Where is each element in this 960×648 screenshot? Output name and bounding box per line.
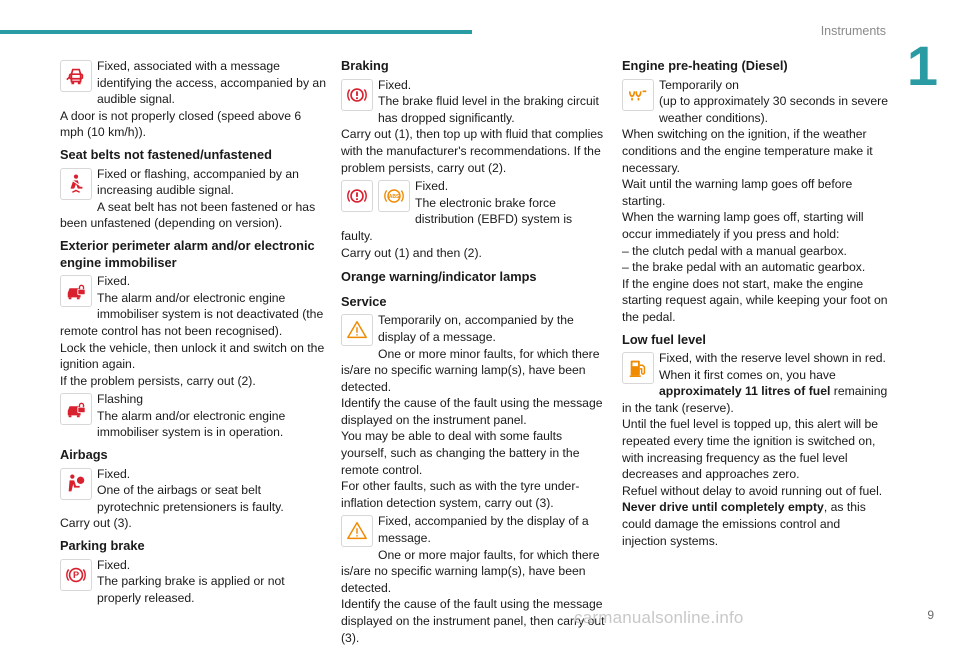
fuel-text-4: Until the fuel level is topped up, this alert will be repeated every time the ignition is switched on, with increasing frequency as the fuel level decreases and approaches zero.	[622, 417, 879, 482]
alarm-fixed-text-2: The alarm and/or electronic engine immobiliser system is not deactivated (the remote control has not been recognised).	[60, 290, 324, 338]
service-minor-text-1: Temporarily on, accompanied by the display of a message.	[378, 313, 574, 344]
preheat-text-4: Wait until the warning lamp goes off before starting.	[622, 177, 853, 208]
header-accent-bar	[0, 30, 472, 34]
braking-heading: Braking	[341, 58, 389, 73]
airbags-entry	[60, 466, 326, 532]
seatbelt-text-1: Fixed or flashing, accompanied by an increasing audible signal.	[97, 166, 299, 198]
airbags-heading: Airbags	[60, 447, 108, 463]
ebfd-entry	[341, 178, 606, 261]
fuel-bold-warning: Never drive until completely empty	[622, 500, 824, 515]
airbags-text-2: One of the airbags or seat belt pyrotechnic pretensioners is faulty.	[97, 483, 284, 514]
seatbelt-icon	[60, 168, 92, 200]
fuel-text-5: Refuel without delay to avoid running out of fuel.	[622, 483, 883, 498]
brake-fluid-entry	[341, 77, 606, 177]
door-text-2: A door is not properly closed (speed above 6 mph (10 km/h)).	[60, 108, 302, 140]
fuel-text-3-rest: remaining in the tank (reserve).	[622, 384, 888, 415]
door-text-1: Fixed, associated with a message identifying the access, accompanied by an audible signal.	[97, 59, 326, 107]
preheat-text-3: When switching on the ignition, if the weather conditions and the engine temperature make it necessary.	[622, 127, 873, 175]
service-minor-text-4: You may be able to deal with some faults yourself, such as changing the battery in the remote control.	[341, 429, 580, 477]
fuel-text-3	[622, 383, 888, 416]
airbags-text-1: Fixed.	[97, 466, 131, 481]
seatbelt-text-2: A seat belt has not been fastened or has been unfastened (depending on version).	[60, 199, 316, 231]
fuel-text-2: When it first comes on, you have	[659, 367, 836, 382]
alarm-heading: Exterior perimeter alarm and/or electronic engine immobiliser	[60, 237, 315, 270]
alarm-flashing-text-1: Flashing	[97, 392, 144, 407]
warning-triangle-icon	[341, 314, 373, 346]
column-2	[341, 58, 606, 648]
parking-text-2: The parking brake is applied or not properly released.	[97, 574, 285, 605]
fuel-text-6-rest: , as this could damage the emissions control and injection systems.	[622, 500, 866, 548]
column-3	[622, 58, 888, 551]
car-lock-icon	[60, 393, 92, 425]
parking-brake-icon	[60, 559, 92, 591]
preheat-text-7: – the brake pedal with an automatic gearbox.	[622, 260, 866, 275]
fuel-text-1: Fixed, with the reserve level shown in red.	[659, 351, 886, 366]
parking-heading: Parking brake	[60, 538, 145, 554]
service-major-entry	[341, 513, 606, 646]
alarm-fixed-entry	[60, 273, 326, 389]
watermark: carmanualsonline.info	[574, 608, 744, 627]
abs-icon	[378, 180, 410, 212]
alarm-flashing-text-2: The alarm and/or electronic engine immobiliser system is in operation.	[97, 408, 286, 440]
ebfd-text-1: Fixed.	[415, 179, 449, 194]
alarm-flashing-entry	[60, 391, 326, 441]
page-header-title: Instruments	[820, 24, 886, 38]
fuel-bold-amount: approximately 11 litres of fuel	[659, 384, 831, 399]
alarm-fixed-text-1: Fixed.	[97, 274, 131, 289]
brake-fluid-text-1: Fixed.	[378, 77, 412, 92]
preheat-text-1: Temporarily on	[659, 77, 739, 92]
ebfd-text-3: Carry out (1) and then (2).	[341, 245, 482, 260]
preheat-text-2: (up to approximately 30 seconds in severe weather conditions).	[659, 94, 888, 125]
car-lock-icon	[60, 275, 92, 307]
chapter-number: 1	[906, 34, 938, 97]
alarm-fixed-text-4: If the problem persists, carry out (2).	[60, 373, 256, 388]
service-minor-entry	[341, 312, 606, 511]
ebfd-text-2: The electronic brake force distribution (EBFD) system is faulty.	[341, 195, 573, 243]
service-minor-text-3: Identify the cause of the fault using the message displayed on the instrument panel.	[341, 396, 603, 427]
preheat-heading: Engine pre-heating (Diesel)	[622, 58, 788, 73]
fuel-entry	[622, 350, 888, 549]
abs-icon-label: ABS	[388, 193, 400, 200]
airbags-text-3: Carry out (3).	[60, 516, 132, 531]
alarm-fixed-text-3: Lock the vehicle, then unlock it and switch on the ignition again.	[60, 340, 325, 372]
door-entry	[60, 58, 326, 141]
brake-fluid-text-3: Carry out (1), then top up with fluid that complies with the manufacturer's recommendations. If the problem persists, carry out (2).	[341, 127, 604, 175]
fuel-text-6	[622, 499, 888, 549]
service-major-text-2: One or more major faults, for which there is/are no specific warning lamp(s), have been detected.	[341, 547, 600, 595]
parking-text-1: Fixed.	[97, 557, 131, 572]
seatbelt-entry	[60, 166, 326, 232]
service-minor-text-2: One or more minor faults, for which there is/are no specific warning lamp(s), have been detected.	[341, 346, 600, 394]
brake-circle-icon	[341, 79, 373, 111]
preheat-text-8: If the engine does not start, make the engine starting request again, while keeping your foot on the pedal.	[622, 276, 888, 324]
airbag-icon	[60, 468, 92, 500]
preheat-entry	[622, 77, 888, 326]
brake-fluid-text-2: The brake fluid level in the braking circuit has dropped significantly.	[378, 94, 599, 125]
glow-plug-icon	[622, 79, 654, 111]
preheat-text-5: When the warning lamp goes off, starting will occur immediately if you press and hold:	[622, 210, 864, 241]
service-major-text-1: Fixed, accompanied by the display of a message.	[378, 514, 589, 546]
column-1	[60, 58, 326, 608]
door-open-car-icon	[60, 60, 92, 92]
brake-circle-icon	[341, 180, 373, 212]
service-heading: Service	[341, 293, 387, 309]
parking-entry	[60, 557, 326, 607]
preheat-text-6: – the clutch pedal with a manual gearbox.	[622, 243, 847, 258]
fuel-heading: Low fuel level	[622, 331, 706, 347]
page-number: 9	[927, 608, 934, 622]
service-major-text-3: Identify the cause of the fault using the message displayed on the instrument panel, then carry out (3).	[341, 597, 605, 645]
warning-triangle-icon	[341, 515, 373, 547]
seatbelt-heading: Seat belts not fastened/unfastened	[60, 146, 272, 162]
service-minor-text-5: For other faults, such as with the tyre under-inflation detection system, carry out (3).	[341, 479, 580, 510]
fuel-pump-icon	[622, 352, 654, 384]
orange-lamps-heading: Orange warning/indicator lamps	[341, 269, 537, 285]
svg-text:P: P	[72, 569, 80, 580]
